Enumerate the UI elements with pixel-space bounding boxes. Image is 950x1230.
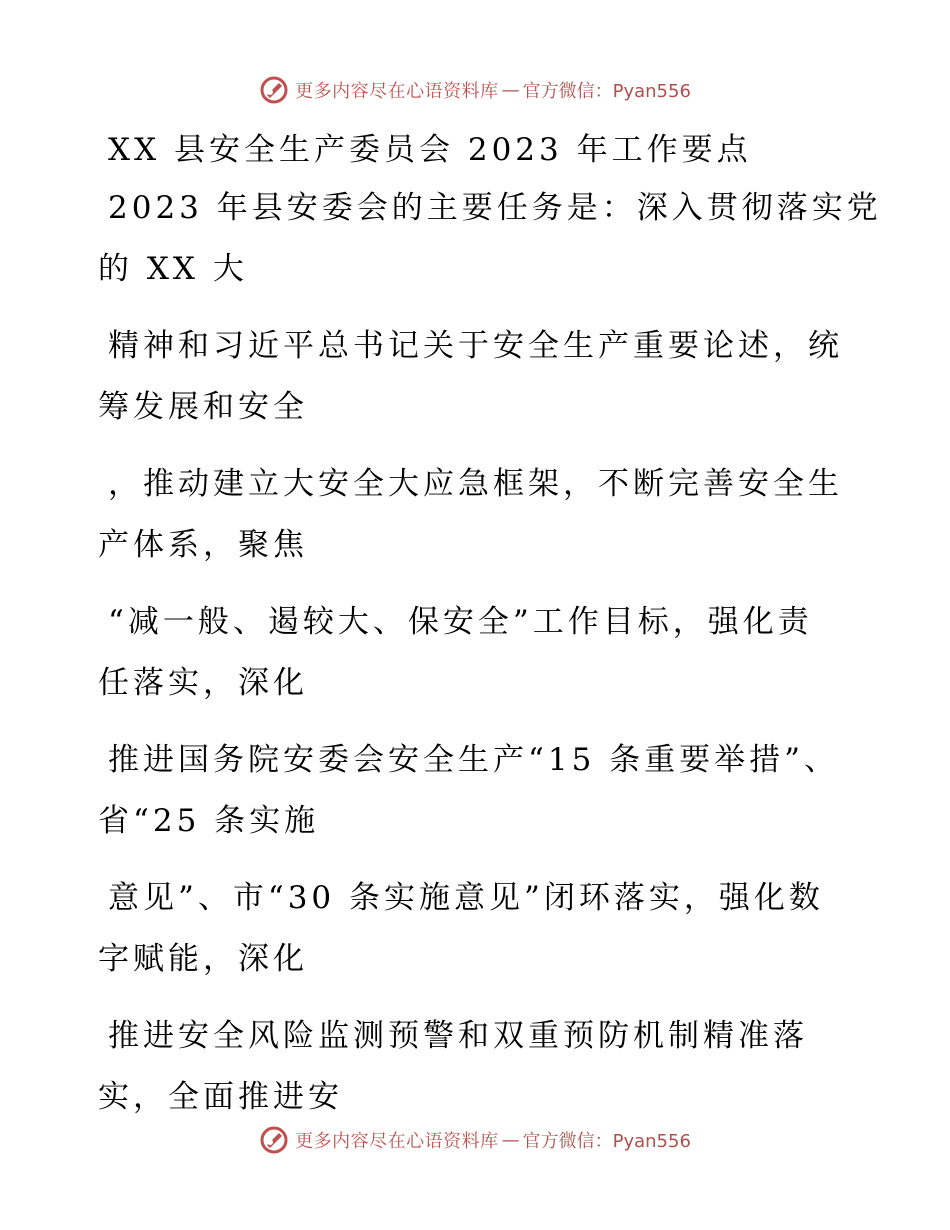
document-body [98,120,882,1146]
watermark-wechat: 官方微信：Pyan556 [522,81,691,102]
watermark-footer [0,1120,950,1160]
paragraph [98,744,858,870]
paragraph-line: 2023 年县安委会的主要任务是：深入贯彻落实党 [108,190,882,226]
paragraph-line: 任落实，深化 [98,665,308,701]
watermark-text: 更多内容尽在心语资料库 [295,81,499,102]
paragraph-line: 省“25 条实施 [98,803,320,839]
paragraph [98,468,858,594]
paragraph-line: “减一般、遏较大、保安全”工作目标，强化责 [108,604,813,640]
paragraph-line: ，推动建立大安全大应急框架，不断完善安全生 [108,466,843,502]
paragraph [98,330,858,456]
watermark-wechat: 官方微信：Pyan556 [522,1131,691,1152]
document-title: XX 县安全生产委员会 2023 年工作要点 [108,131,752,168]
paragraph [98,190,882,318]
watermark-header [0,70,950,110]
paragraph-line: 实，全面推进安 [98,1079,343,1115]
paragraph-line: 字赋能，深化 [98,941,308,977]
logo-icon [259,1125,289,1155]
watermark-text: 更多内容尽在心语资料库 [295,1131,499,1152]
paragraph-line: 精神和习近平总书记关于安全生产重要论述，统 [108,328,843,364]
paragraph-line: 推进国务院安委会安全生产“15 条重要举措”、 [108,742,839,778]
paragraph [98,606,858,732]
paragraph-line: 推进安全风险监测预警和双重预防机制精准落 [108,1018,808,1054]
paragraph [98,882,858,1008]
logo-icon [259,75,289,105]
paragraph-line: 意见”、市“30 条实施意见”闭环落实，强化数 [108,880,824,916]
paragraph-line: 产体系，聚焦 [98,527,308,563]
watermark-separator: — [501,1129,520,1151]
watermark-separator: — [501,79,520,101]
paragraph-line: 筹发展和安全 [98,389,308,425]
paragraph-line: 的 XX 大 [98,251,248,287]
